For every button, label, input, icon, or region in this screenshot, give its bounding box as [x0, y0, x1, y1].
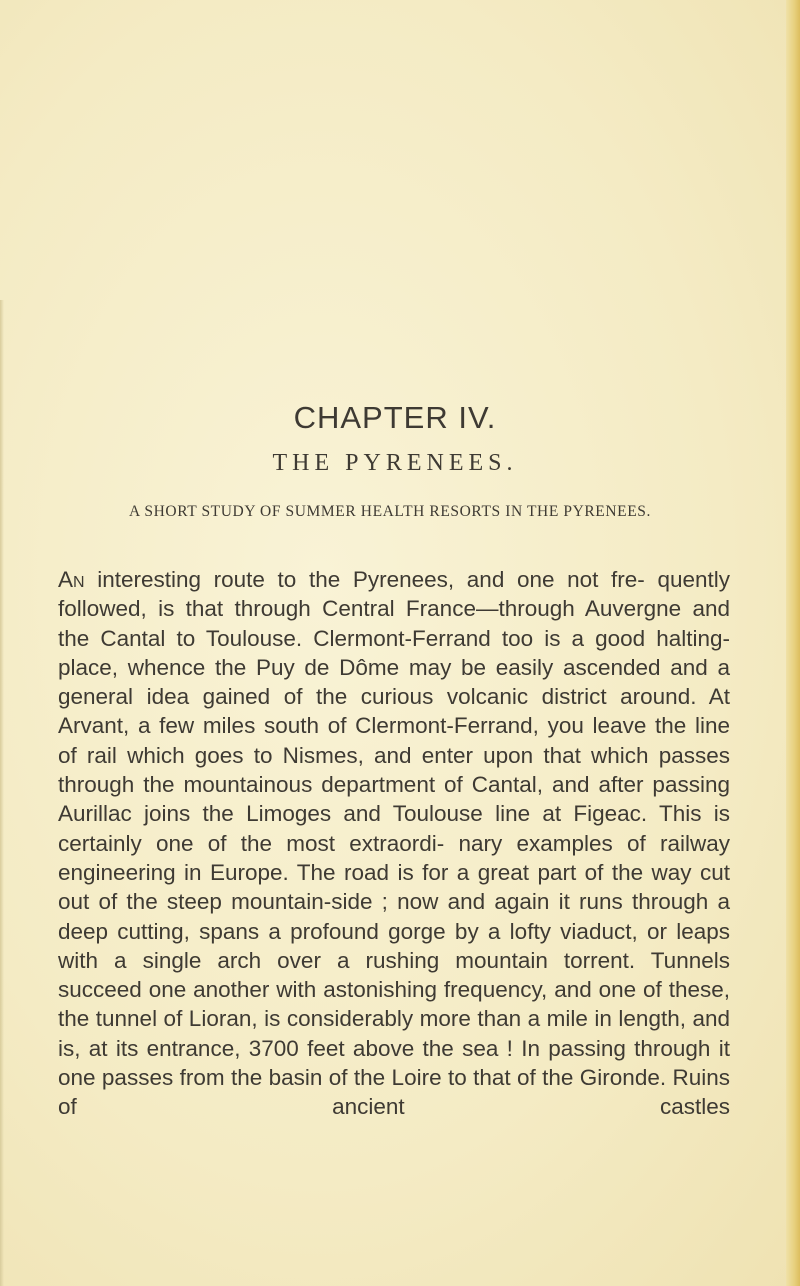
chapter-heading: CHAPTER IV. — [293, 400, 497, 435]
body-lead-word: An — [58, 567, 85, 592]
chapter-subtitle: A SHORT STUDY OF SUMMER HEALTH RESORTS IN THE PYRENEES. — [128, 503, 652, 520]
page-edge-shadow — [786, 0, 800, 1286]
body-paragraph — [58, 565, 730, 1122]
page-gutter-shadow — [0, 300, 4, 1286]
body-text: interesting route to the Pyrenees, and one not fre- quently followed, is that through Central France—through Auvergne and the Cantal to Toulouse. Clermont-Ferrand too is a good halting-place, whence the Puy de Dôme may be easily ascended and a general idea gained of the curious volcanic district around. At Arvant, a few miles south of Clermont-Ferrand, you leave the line of rail which goes to Nismes, and enter upon that which passes through the mountainous department of Cantal, and after passing Aurillac joins the Limoges and Toulouse line at Figeac. This is certainly one of the most extraordi- nary examples of railway engineering in Europe. The road is for a great part of the way cut out of the steep mountain-side ; now and again it runs through a deep cutting, spans a profound gorge by a lofty viaduct, or leaps with a single arch over a rushing mountain torrent. Tunnels succeed one another with astonishing frequency, and one of these, the tunnel of Lioran, is considerably more than a mile in length, and is, at its entrance, 3700 feet above the sea ! In passing through it one passes from the basin of the Loire to that of the Gironde. Ruins of ancient castles — [58, 567, 730, 1120]
chapter-title: THE PYRENEES. — [272, 450, 518, 476]
